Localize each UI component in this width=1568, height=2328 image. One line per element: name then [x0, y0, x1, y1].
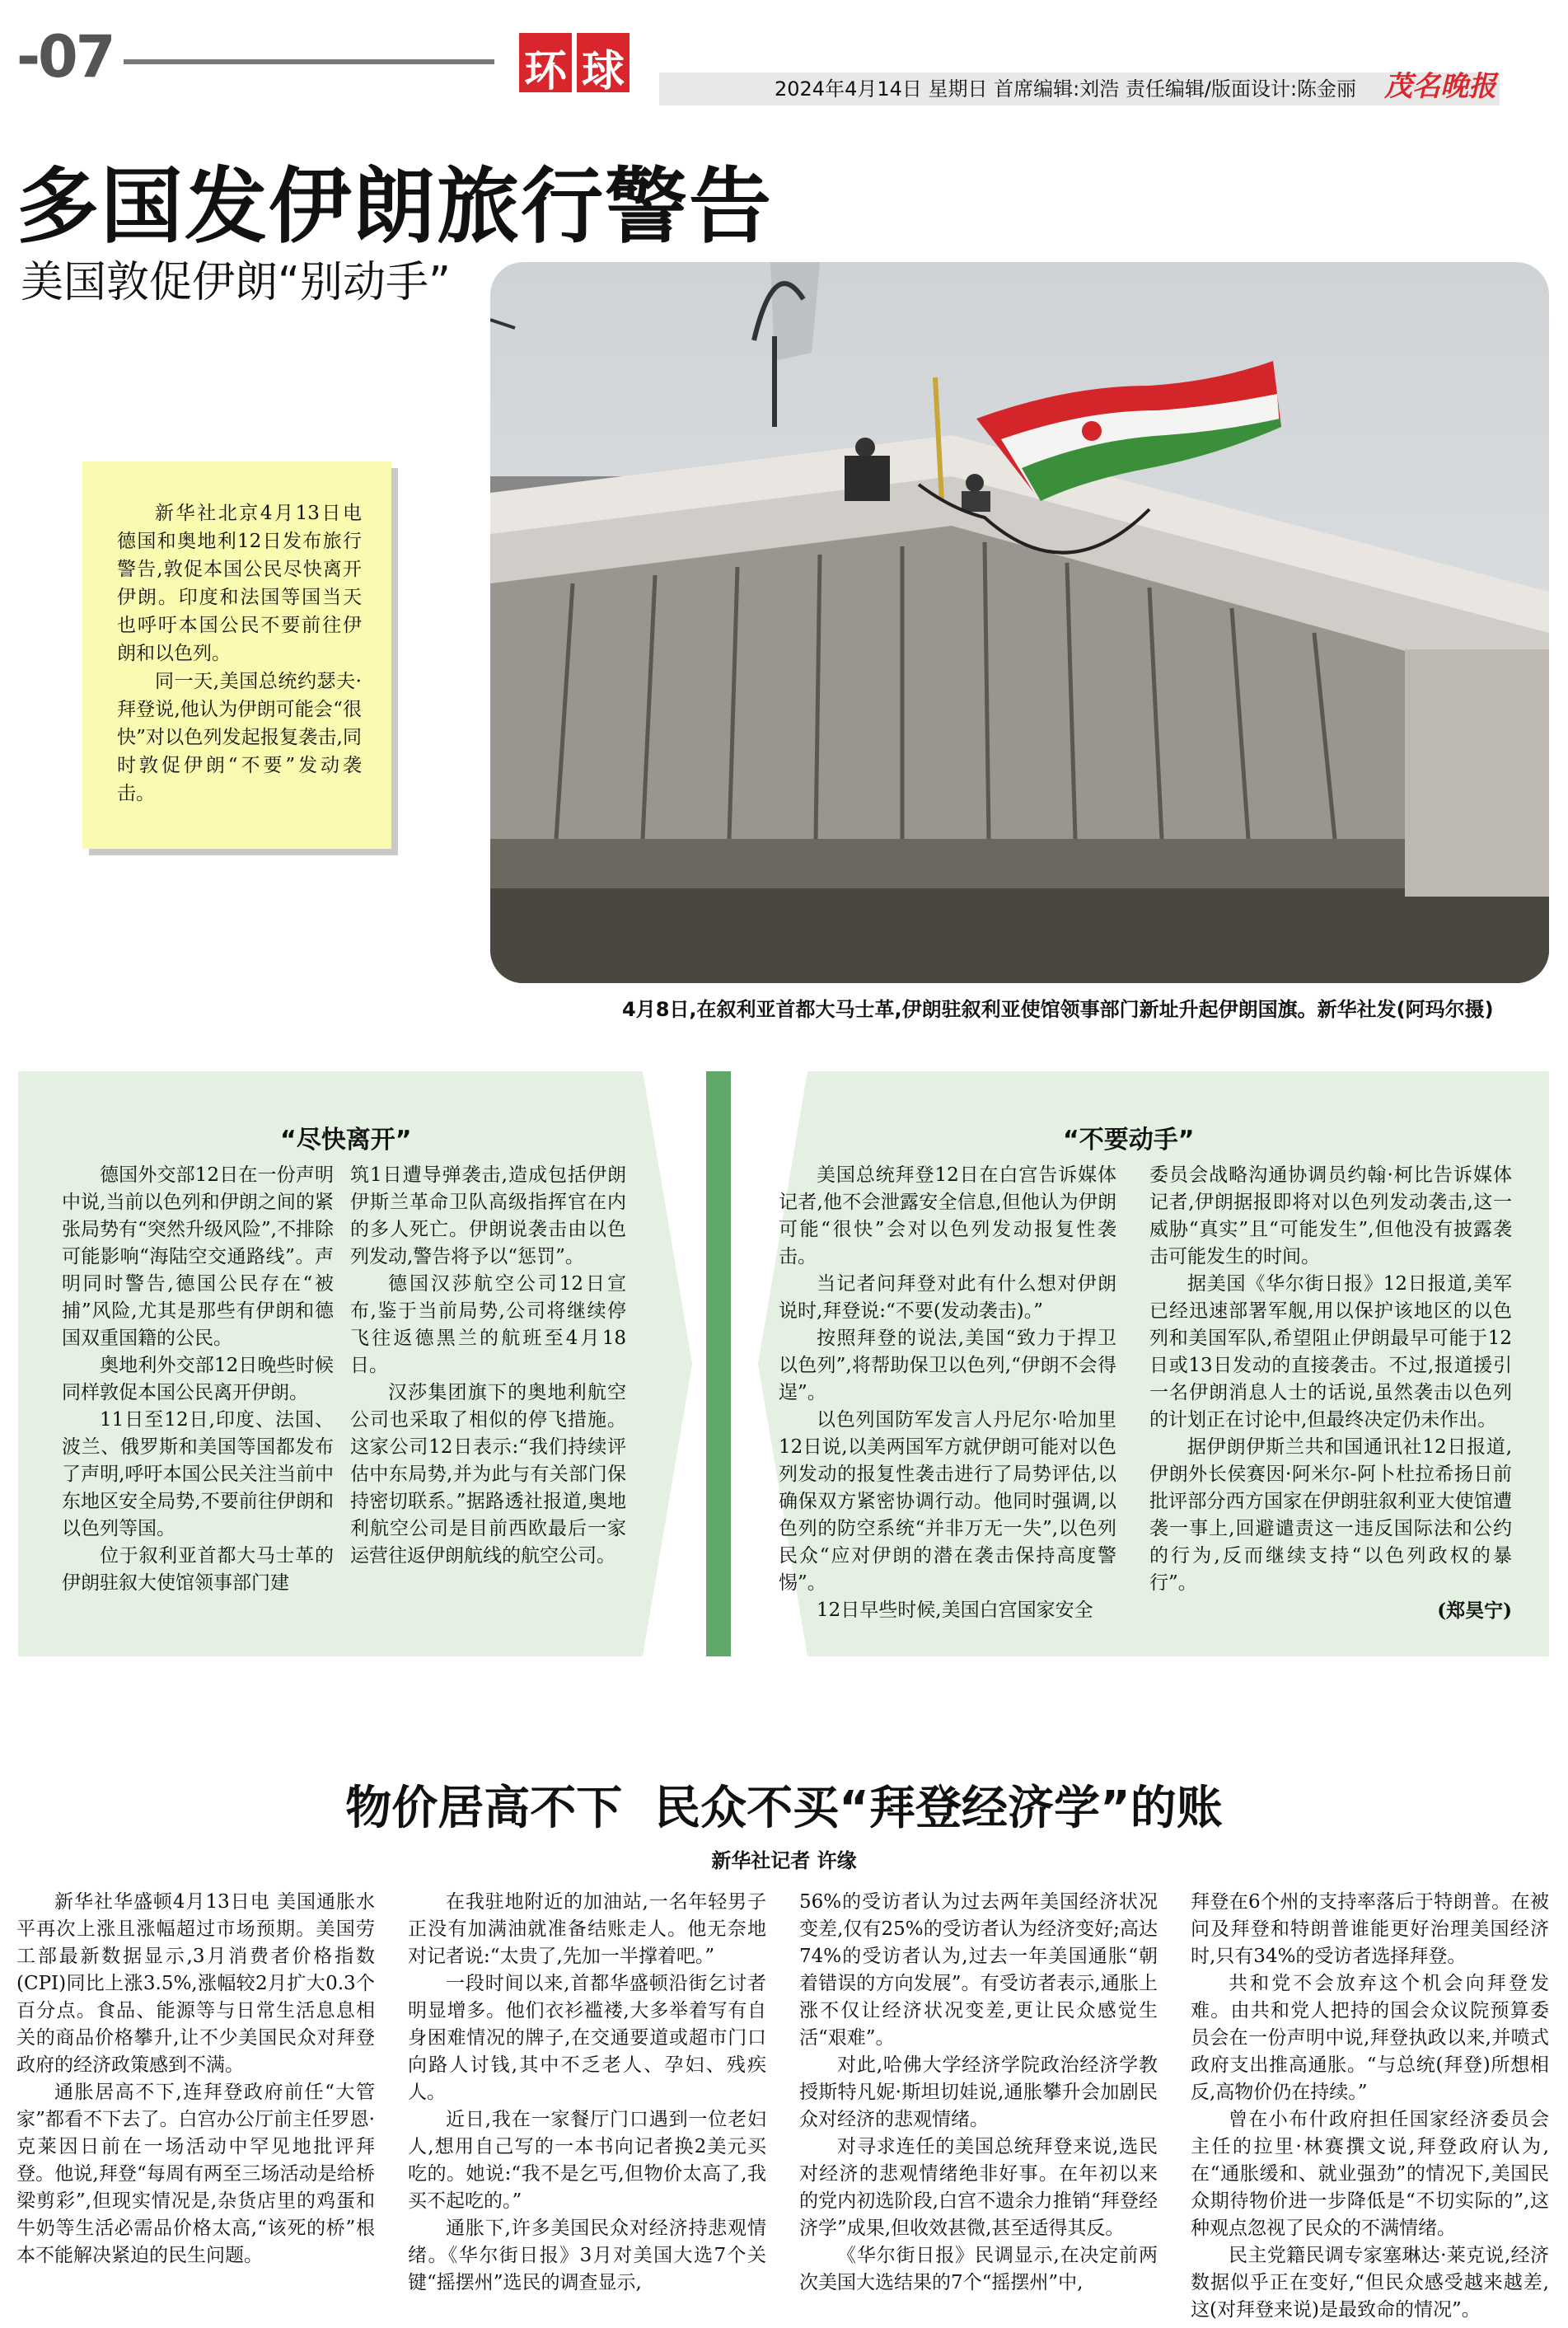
paragraph: 据伊朗伊斯兰共和国通讯社12日报道,伊朗外长侯赛因·阿米尔-阿卜杜拉希扬日前批评部分西方国家在伊朗驻叙利亚大使馆遭袭一事上,回避谴责这一违反国际法和公约的行为,反而继续支持“以色列政权的暴行”。 [1149, 1436, 1512, 1594]
paragraph: 对寻求连任的美国总统拜登来说,选民对经济的悲观情绪绝非好事。在年初以来的党内初选阶段,白宫不遗余力推销“拜登经济学”成果,但收效甚微,甚至适得其反。 [799, 2136, 1158, 2239]
article2-column-1 [16, 1889, 375, 2269]
headline: 多国发伊朗旅行警告 [16, 158, 773, 255]
paragraph: 新华社华盛顿4月13日电 美国通胀水平再次上涨且涨幅超过市场预期。美国劳工部最新数据显示,3月消费者价格指数(CPI)同比上涨3.5%,涨幅较2月扩大0.3个百分点。食品、能源等与日常生活息息相关的商品价格攀升,让不少美国民众对拜登政府的经济政策感到不满。 [16, 1891, 375, 2076]
paragraph: 一段时间以来,首都华盛顿沿街乞讨者明显增多。他们衣衫褴褛,大多举着写有自身困难情况的牌子,在交通要道或超市门口向路人讨钱,其中不乏老人、孕妇、残疾人。 [408, 1973, 766, 2103]
article2-headline: 物价居高不下 民众不买“拜登经济学”的账 [345, 1782, 1223, 1835]
paragraph: 56%的受访者认为过去两年美国经济状况变差,仅有25%的受访者认为经济变好;高达74%的受访者认为,过去一年美国通胀“朝着错误的方向发展”。有受访者表示,通胀上涨不仅让经济状况变差,更让民众感觉生活“艰难”。 [799, 1891, 1158, 2049]
paragraph: 美国总统拜登12日在白宫告诉媒体记者,他不会泄露安全信息,但他认为伊朗可能“很快”会对以色列发动报复性袭击。 [779, 1164, 1116, 1267]
section-char-1: 环 [519, 33, 572, 92]
paragraph: 通胀下,许多美国民众对经济持悲观情绪。《华尔街日报》3月对美国大选7个关键“摇摆州”选民的调查显示, [408, 2218, 766, 2293]
article2-column-4 [1191, 1889, 1549, 2324]
left-column-2 [350, 1162, 626, 1570]
paragraph: 民主党籍民调专家塞琳达·莱克说,经济数据似乎正在变好,“但民众感受越来越差,这(对拜登来说)是最致命的情况”。 [1191, 2245, 1549, 2321]
left-column-head: “尽快离开” [280, 1126, 412, 1155]
paragraph: 共和党不会放弃这个机会向拜登发难。由共和党人把持的国会众议院预算委员会在一份声明中说,拜登执政以来,并喷式政府支出推高通胀。“与总统(拜登)所想相反,高物价仍在持续。” [1191, 1973, 1549, 2103]
header-rule [124, 59, 494, 64]
page-number: -07 [16, 23, 114, 91]
dateline: 2024年4月14日 星期日 首席编辑:刘浩 责任编辑/版面设计:陈金丽 [659, 73, 1500, 105]
paragraph: 在我驻地附近的加油站,一名年轻男子正没有加满油就准备结账走人。他无奈地对记者说:“太贵了,先加一半撑着吧。” [408, 1891, 766, 1967]
photo-caption: 4月8日,在叙利亚首都大马士革,伊朗驻叙利亚使馆领事部门新址升起伊朗国旗。新华社发(阿玛尔摄) [622, 998, 1494, 1021]
paragraph: 对此,哈佛大学经济学院政治经济学教授斯特凡妮·斯坦切娃说,通胀攀升会加剧民众对经济的悲观情绪。 [799, 2054, 1158, 2130]
right-column-head: “不要动手” [1063, 1126, 1195, 1155]
paragraph: 当记者问拜登对此有什么想对伊朗说时,拜登说:“不要(发动袭击)。” [779, 1273, 1116, 1322]
right-column-2 [1149, 1162, 1512, 1624]
paragraph: 位于叙利亚首都大马士革的伊朗驻叙大使馆领事部门建 [62, 1545, 334, 1594]
paragraph: 奥地利外交部12日晚些时候同样敦促本国公民离开伊朗。 [62, 1355, 334, 1403]
lead-box [82, 461, 391, 849]
article2-column-2 [408, 1889, 766, 2297]
paragraph: 以色列国防军发言人丹尼尔·哈加里12日说,以美两国军方就伊朗可能对以色列发动的报复性袭击进行了局势评估,以确保双方紧密协调行动。他同时强调,以色列的防空系统“并非万无一失”,以色列民众“应对伊朗的潜在袭击保持高度警惕”。 [779, 1409, 1116, 1594]
paragraph: 汉莎集团旗下的奥地利航空公司也采取了相似的停飞措施。这家公司12日表示:“我们持续评估中东局势,并为此与有关部门保持密切联系。”据路透社报道,奥地利航空公司是目前西欧最后一家运营往返伊朗航线的航空公司。 [350, 1382, 626, 1567]
brand-logo: 茂名晚报 [1384, 70, 1496, 103]
lead-paragraph: 新华社北京4月13日电 德国和奥地利12日发布旅行警告,敦促本国公民尽快离开伊朗。印度和法国等国当天也呼吁本国公民不要前往伊朗和以色列。 [117, 503, 362, 664]
paragraph: 德国汉莎航空公司12日宣布,鉴于当前局势,公司将继续停飞往返德黑兰的航班至4月18日。 [350, 1273, 626, 1376]
paragraph: 近日,我在一家餐厅门口遇到一位老妇人,想用自己写的一本书向记者换2美元买吃的。她说:“我不是乞丐,但物价太高了,我买不起吃的。” [408, 2109, 766, 2212]
section-label [519, 33, 634, 96]
signoff: (郑昊宁) [1437, 1600, 1512, 1622]
lead-paragraph: 同一天,美国总统约瑟夫·拜登说,他认为伊朗可能会“很快”对以色列发起报复袭击,同时敦促伊朗“不要”发动袭击。 [117, 671, 362, 804]
section-char-2: 球 [577, 33, 630, 92]
paragraph: 德国外交部12日在一份声明中说,当前以色列和伊朗之间的紧张局势有“突然升级风险”,不排除可能影响“海陆空交通路线”。声明同时警告,德国公民存在“被捕”风险,尤其是那些有伊朗和德国双重国籍的公民。 [62, 1164, 334, 1349]
article2-byline: 新华社记者 许缘 [711, 1849, 857, 1872]
paragraph: 委员会战略沟通协调员约翰·柯比告诉媒体记者,伊朗据报即将对以色列发动袭击,这一威胁“真实”且“可能发生”,但他没有披露袭击可能发生的时间。 [1149, 1164, 1512, 1267]
paragraph: 拜登在6个州的支持率落后于特朗普。在被问及拜登和特朗普谁能更好治理美国经济时,只有34%的受访者选择拜登。 [1191, 1891, 1549, 1967]
right-column-1 [779, 1162, 1116, 1624]
news-photo [490, 262, 1549, 983]
paragraph: 曾在小布什政府担任国家经济委员会主任的拉里·林赛撰文说,拜登政府认为,在“通胀缓和、就业强劲”的情况下,美国民众期待物价进一步降低是“不切实际的”,这种观点忽视了民众的不满情绪。 [1191, 2109, 1549, 2239]
paragraph: 《华尔街日报》民调显示,在决定前两次美国大选结果的7个“摇摆州”中, [799, 2245, 1158, 2293]
paragraph: 12日早些时候,美国白宫国家安全 [817, 1600, 1093, 1621]
article2-column-3 [799, 1889, 1158, 2297]
paragraph: 11日至12日,印度、法国、波兰、俄罗斯和美国等国都发布了声明,呼吁本国公民关注当前中东地区安全局势,不要前往伊朗和以色列等国。 [62, 1409, 334, 1539]
paragraph: 通胀居高不下,连拜登政府前任“大管家”都看不下去了。白宫办公厅前主任罗恩·克莱因日前在一场活动中罕见地批评拜登。他说,拜登“每周有两至三场活动是给桥梁剪彩”,但现实情况是,杂货店里的鸡蛋和牛奶等生活必需品价格太高,“该死的桥”根本不能解决紧迫的民生问题。 [16, 2082, 375, 2266]
paragraph: 筑1日遭导弹袭击,造成包括伊朗伊斯兰革命卫队高级指挥官在内的多人死亡。伊朗说袭击由以色列发动,警告将予以“惩罚”。 [350, 1164, 626, 1267]
left-column-1 [62, 1162, 334, 1597]
subheadline: 美国敦促伊朗“别动手” [21, 258, 451, 307]
paragraph: 据美国《华尔街日报》12日报道,美军已经迅速部署军舰,用以保护该地区的以色列和美国军队,希望阻止伊朗最早可能于12日或13日发动的直接袭击。不过,报道援引一名伊朗消息人士的话说,虽然袭击以色列的计划正在讨论中,但最终决定仍未作出。 [1149, 1273, 1512, 1431]
paragraph: 按照拜登的说法,美国“致力于捍卫以色列”,将帮助保卫以色列,“伊朗不会得逞”。 [779, 1328, 1116, 1403]
